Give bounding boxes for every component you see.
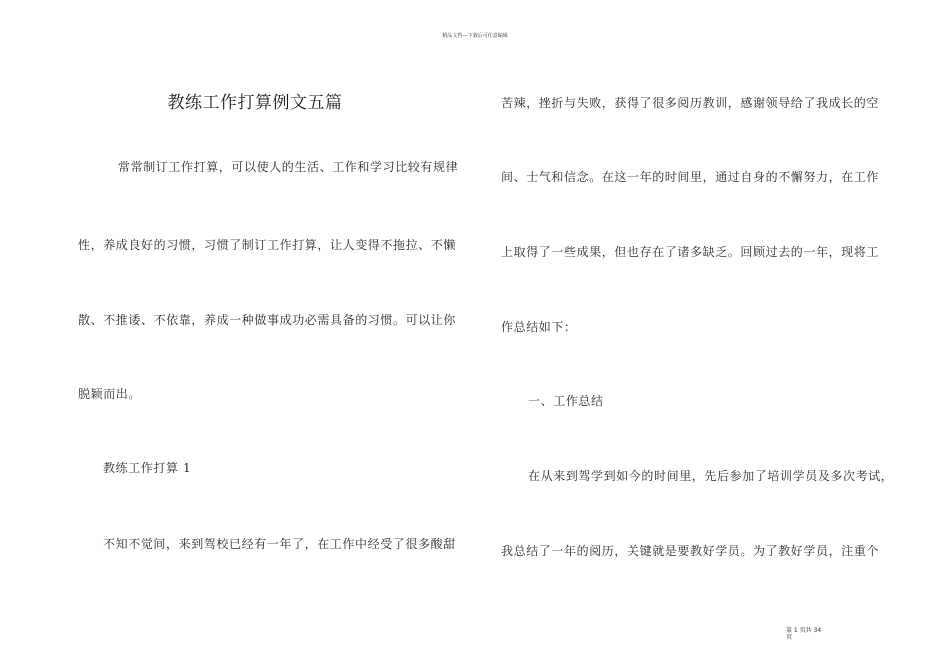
paragraph-line: 性，养成良好的习惯，习惯了制订工作打算，让人变得不拖拉、不懒	[78, 238, 457, 252]
paragraph-line: 作总结如下：	[501, 320, 577, 334]
paragraph-line: 散、不推诿、不依靠，养成一种做事成功必需具备的习惯。可以让你	[78, 313, 457, 327]
paragraph-line: 脱颖而出。	[78, 387, 142, 401]
paragraph-line: 间、士气和信念。在这一年的时间里，通过自身的不懈努力，在工作	[501, 170, 880, 184]
paragraph-line: 在从来到驾学到如今的时间里，先后参加了培训学员及多次考试，	[528, 469, 894, 483]
paragraph-line: 不知不觉间，来到驾校已经有一年了，在工作中经受了很多酸甜	[103, 537, 456, 551]
paragraph-line: 我总结了一年的阅历，关键就是要教好学员。为了教好学员，注重个	[501, 544, 880, 558]
page-number-line: 页	[786, 634, 793, 641]
paragraph-line: 上取得了一些成果，但也存在了诸多缺乏。回顾过去的一年，现将工	[501, 245, 880, 259]
page-number-line: 第 1 页共 34	[786, 627, 822, 634]
paragraph-line: 苦辣，挫折与失败，获得了很多阅历教训，感谢领导给了我成长的空	[501, 96, 880, 110]
paragraph-line: 常常制订工作打算，可以使人的生活、工作和学习比较有规律	[118, 160, 459, 174]
section-heading: 教练工作打算 1	[103, 461, 192, 475]
section-heading: 一、工作总结	[528, 394, 604, 408]
page-header: 精品文档---下载后可任意编辑	[442, 33, 508, 39]
document-title: 教练工作打算例文五篇	[167, 93, 343, 113]
page-number	[786, 627, 826, 641]
